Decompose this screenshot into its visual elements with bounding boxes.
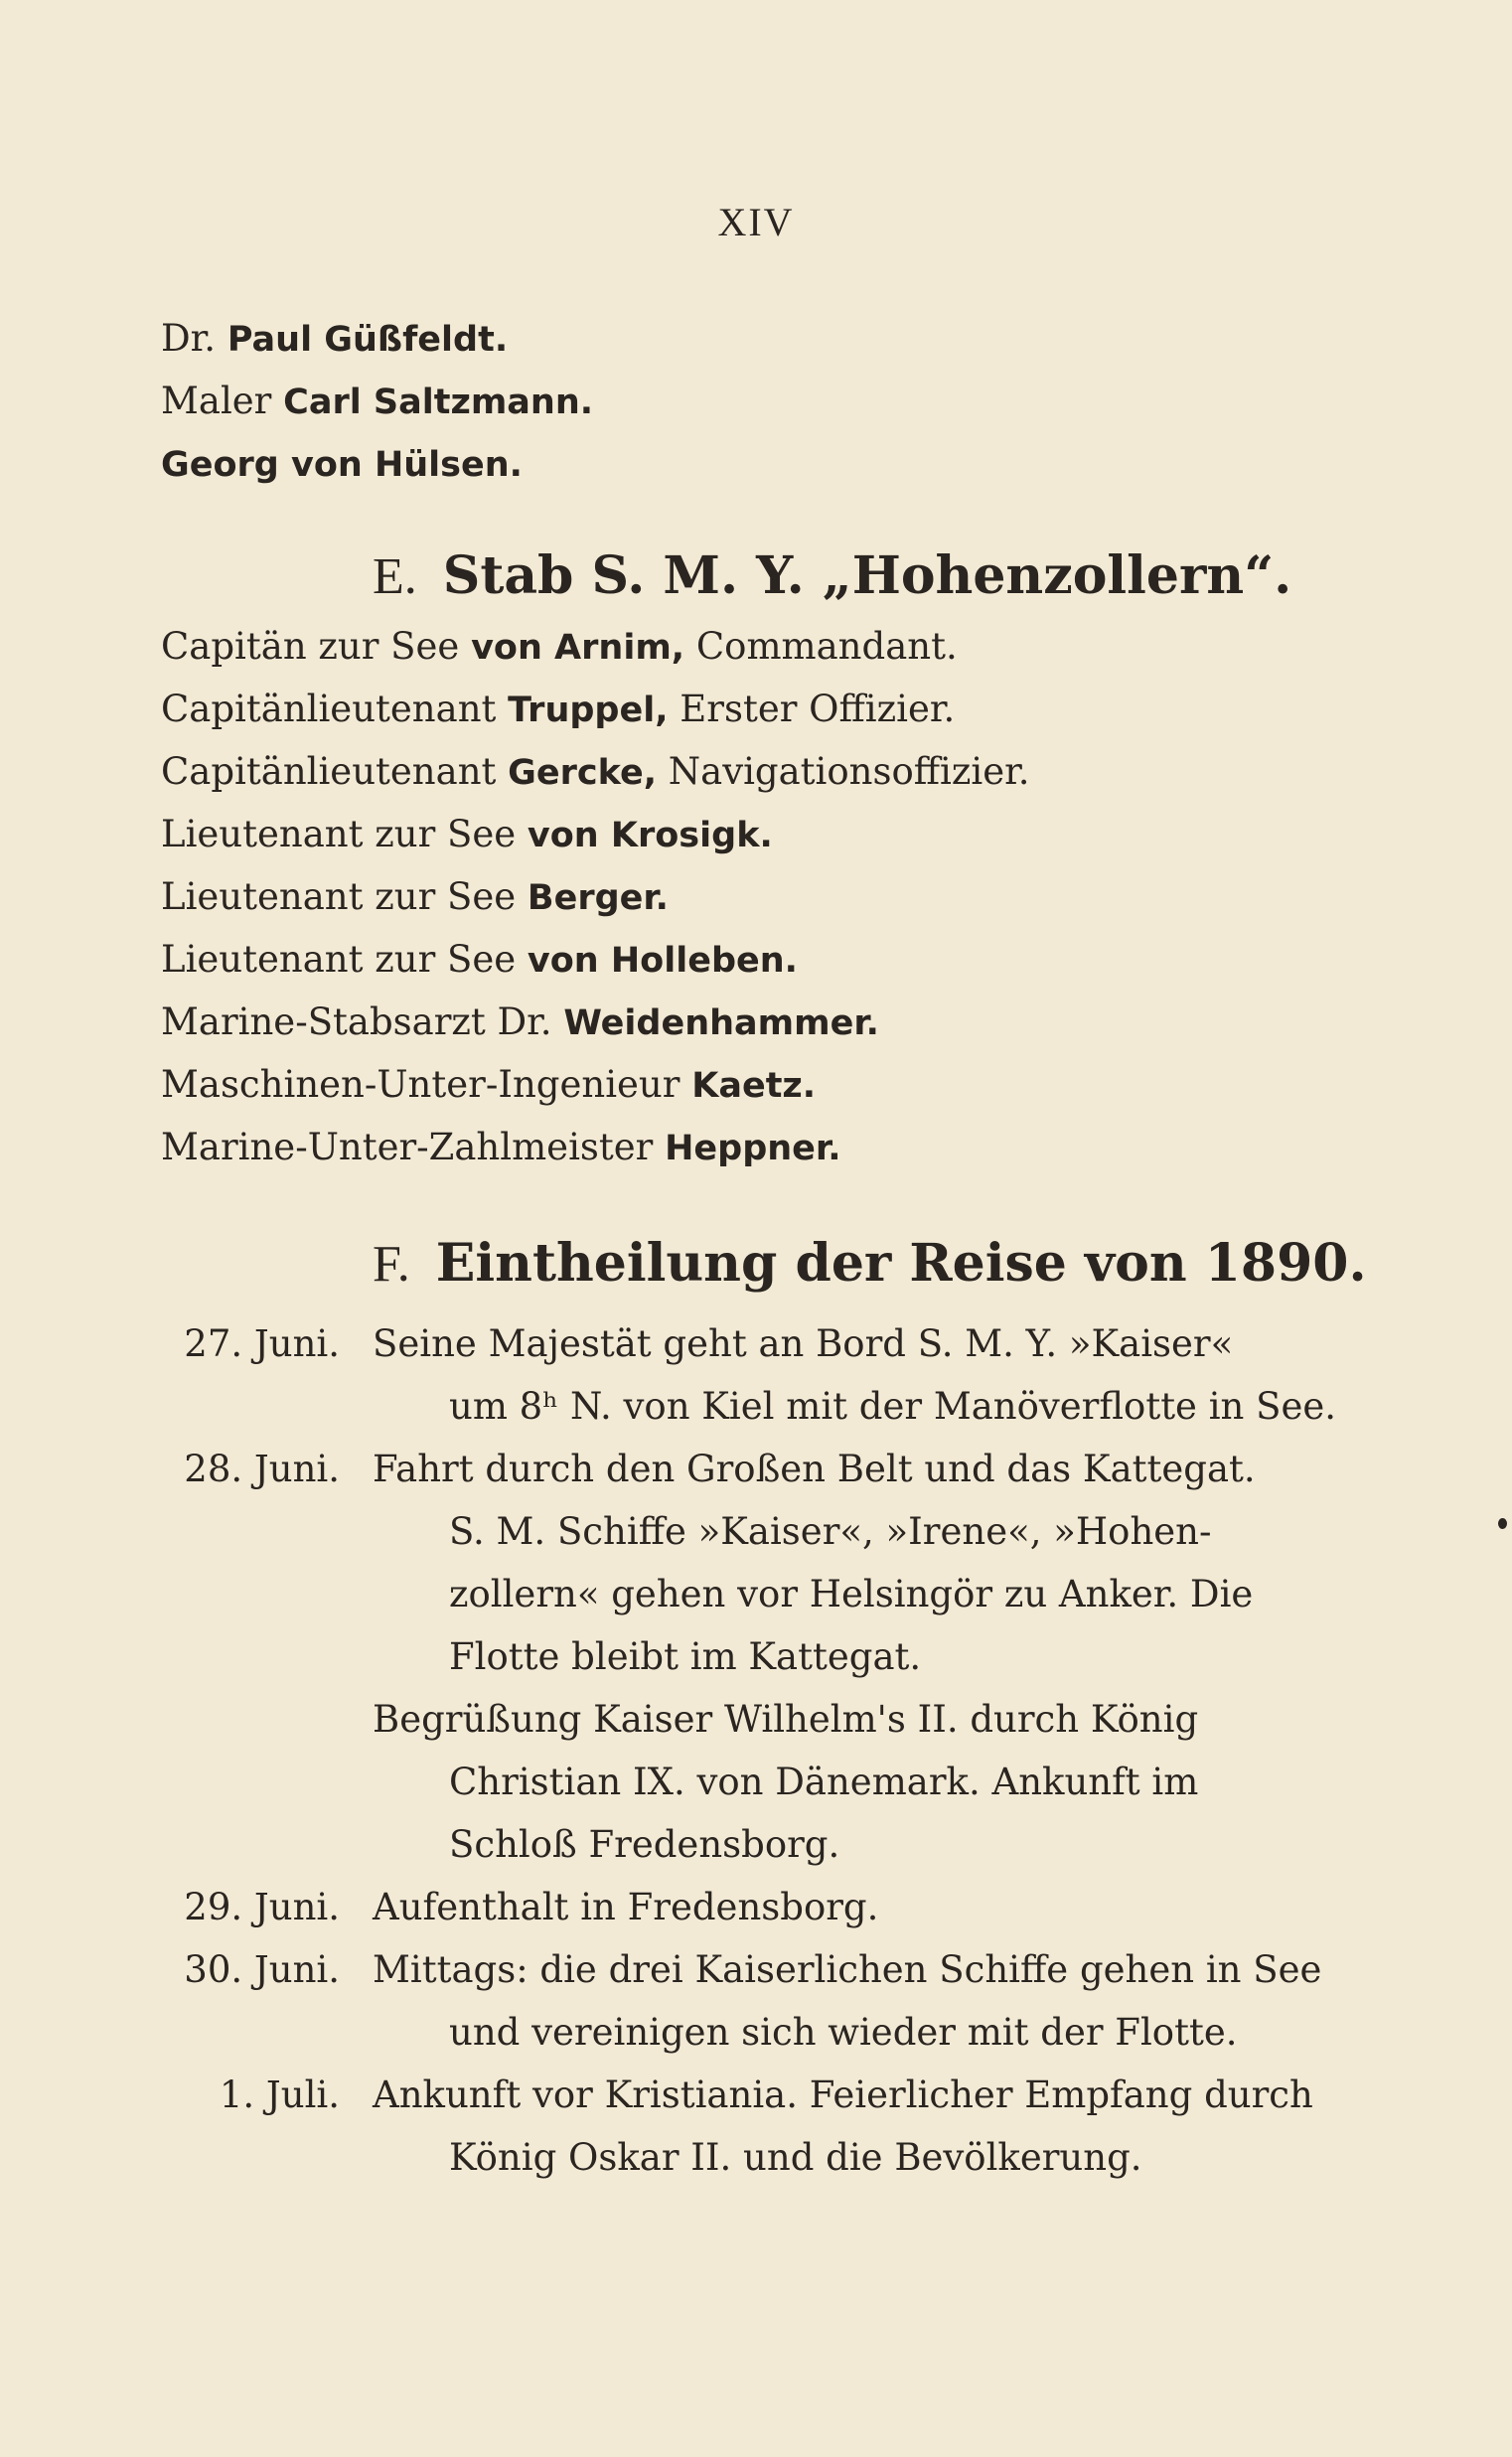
- person-line: [161, 380, 594, 422]
- section-f-heading: [373, 1233, 1367, 1294]
- staff-entry: [161, 813, 773, 855]
- section-f-title: Eintheilung der Reise von 1890.: [435, 1233, 1367, 1294]
- person-name: Paul Güßfeldt.: [227, 320, 509, 360]
- ink-dot: [1498, 1518, 1507, 1529]
- itinerary-text: um 8ʰ N. von Kiel mit der Manöverflotte in See.: [449, 1385, 1337, 1428]
- staff-rank: Maschinen-Unter-Ingenieur: [161, 1063, 680, 1106]
- page-number: XIV: [717, 200, 795, 244]
- staff-entry: [161, 750, 1030, 793]
- itinerary-text: Aufenthalt in Fredensborg.: [373, 1886, 879, 1928]
- staff-role: Commandant.: [695, 625, 958, 668]
- section-e-heading: [373, 545, 1292, 606]
- itinerary-date: 1. Juli.: [219, 2073, 340, 2116]
- itinerary-text: Flotte bleibt im Kattegat.: [449, 1635, 922, 1678]
- person-line: [161, 445, 523, 483]
- staff-name: Gercke,: [508, 753, 657, 793]
- staff-role: Erster Offizier.: [680, 688, 956, 730]
- person-name: Georg von Hülsen.: [161, 445, 523, 485]
- staff-rank: Marine-Unter-Zahlmeister: [161, 1126, 654, 1168]
- staff-rank: Capitän zur See: [161, 625, 460, 668]
- staff-name: von Arnim,: [471, 628, 685, 668]
- section-e-title: Stab S. M. Y. „Hohenzollern“.: [442, 545, 1292, 606]
- staff-rank: Marine-Stabsarzt Dr.: [161, 1000, 552, 1043]
- staff-name: Heppner.: [665, 1129, 841, 1168]
- staff-entry: [161, 938, 798, 981]
- itinerary-text: Seine Majestät geht an Bord S. M. Y. »Kaiser«: [373, 1322, 1234, 1365]
- staff-rank: Capitänlieutenant: [161, 688, 497, 730]
- itinerary-text: Christian IX. von Dänemark. Ankunft im: [449, 1761, 1199, 1803]
- itinerary-text: Begrüßung Kaiser Wilhelm's II. durch König: [373, 1698, 1199, 1741]
- staff-entry: [161, 688, 956, 730]
- staff-name: Kaetz.: [691, 1066, 817, 1106]
- itinerary-date: 29. Juni.: [184, 1886, 340, 1928]
- staff-entry: [161, 1126, 841, 1168]
- staff-role: Navigationsoffizier.: [668, 750, 1030, 793]
- staff-entry: [161, 1000, 879, 1043]
- itinerary-text: König Oskar II. und die Bevölkerung.: [449, 2136, 1142, 2179]
- itinerary-text: Fahrt durch den Großen Belt und das Kattegat.: [373, 1448, 1256, 1490]
- staff-name: Weidenhammer.: [563, 1003, 879, 1043]
- staff-entry: [161, 1063, 817, 1106]
- staff-rank: Lieutenant zur See: [161, 813, 517, 855]
- person-line: [161, 317, 509, 360]
- staff-entry: [161, 625, 958, 668]
- staff-name: von Krosigk.: [527, 816, 773, 855]
- itinerary-date: 28. Juni.: [184, 1448, 340, 1490]
- itinerary-text: Schloß Fredensborg.: [449, 1823, 840, 1866]
- staff-name: Berger.: [527, 878, 669, 918]
- staff-name: Truppel,: [508, 691, 669, 730]
- staff-rank: Lieutenant zur See: [161, 938, 517, 981]
- itinerary-text: Mittags: die drei Kaiserlichen Schiffe gehen in See: [373, 1948, 1322, 1991]
- itinerary-text: und vereinigen sich wieder mit der Flotte.: [449, 2011, 1238, 2054]
- section-e-letter: E.: [373, 548, 417, 605]
- staff-name: von Holleben.: [527, 941, 798, 981]
- section-f-letter: F.: [373, 1236, 410, 1293]
- person-prefix: Maler: [161, 380, 272, 422]
- itinerary-text: zollern« gehen vor Helsingör zu Anker. Die: [449, 1573, 1254, 1615]
- staff-rank: Lieutenant zur See: [161, 875, 517, 918]
- itinerary-text: S. M. Schiffe »Kaiser«, »Irene«, »Hohen-: [449, 1510, 1212, 1553]
- person-name: Carl Saltzmann.: [283, 383, 594, 422]
- itinerary-date: 27. Juni.: [184, 1322, 340, 1365]
- person-prefix: Dr.: [161, 317, 217, 360]
- staff-entry: [161, 875, 669, 918]
- staff-rank: Capitänlieutenant: [161, 750, 497, 793]
- itinerary-text: Ankunft vor Kristiania. Feierlicher Empfang durch: [373, 2073, 1313, 2116]
- itinerary-date: 30. Juni.: [184, 1948, 340, 1991]
